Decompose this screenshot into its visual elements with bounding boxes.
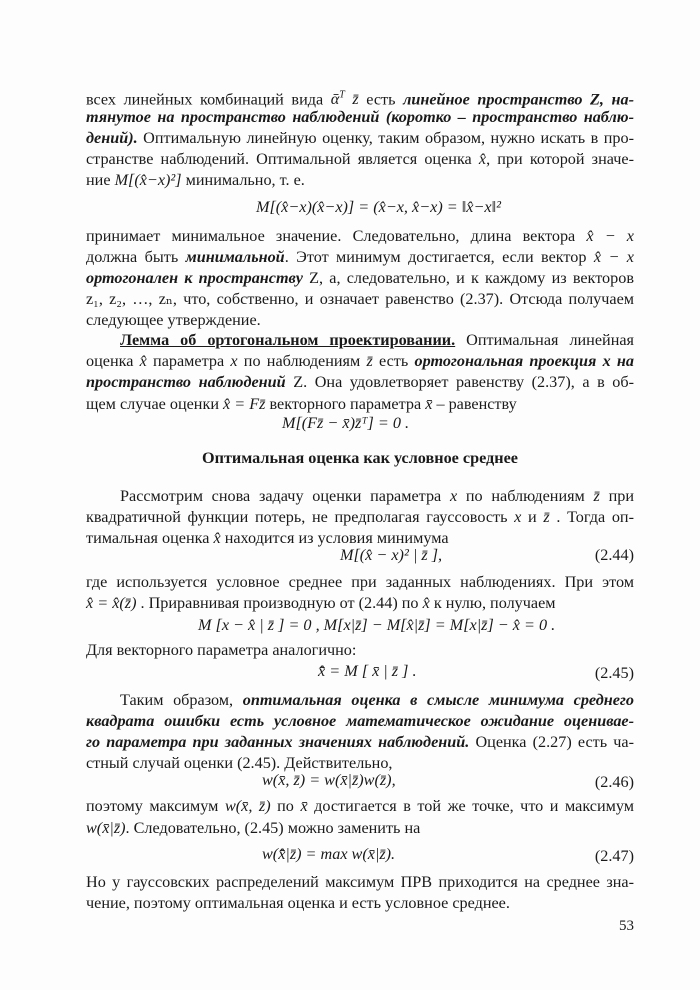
equation-2-46: w(x̄, z̄) = w(x̄|z̄)w(z̄), (262, 771, 396, 789)
text-segment: к нулю, получаем (429, 594, 556, 612)
text-segment: должна быть (86, 248, 186, 266)
math-inline: x̂ (478, 150, 487, 168)
emphasis-text: пространство наблюдений (86, 373, 286, 391)
text-line: следующее утверждение. (86, 311, 261, 329)
text-line (86, 170, 634, 190)
text-line (86, 593, 634, 613)
text-segment: есть (366, 90, 404, 109)
text-segment: – равенству (432, 395, 517, 413)
text-segment: находится из условия минимума (220, 529, 449, 547)
math-inline: x̄ (425, 395, 433, 413)
math-inline: x (449, 487, 458, 505)
equation-2-47: w(x̄̂|z̄) = max w(x̄|z̄). (262, 845, 396, 863)
text-segment: , при которой значе- (486, 150, 634, 168)
page-number: 53 (619, 918, 634, 934)
text-line: стный случай оценки (2.45). Действительно, (86, 754, 393, 772)
emphasis-text: го параметра при заданных значениях наблюдений. (86, 733, 470, 751)
section-heading: Оптимальная оценка как условное среднее (202, 449, 518, 467)
text-segment: по наблюдениям (457, 487, 594, 505)
text-segment: при (599, 487, 634, 505)
emphasis-text: ортогонален к пространству (86, 269, 303, 287)
text-segment: странстве наблюдений. Оптимальной является оценка (86, 150, 479, 168)
text-line: Но у гауссовских распределений максимум ПРВ приходится на среднее зна- (86, 873, 634, 891)
equation-lemma: M[(Fz̄ − x̄)z̄ᵀ] = 0 . (282, 414, 410, 432)
text-segment: есть (372, 352, 415, 370)
math-inline: x (230, 352, 238, 370)
text-segment: Таким образом, (120, 691, 243, 709)
equation-number: (2.47) (594, 847, 634, 865)
math-inline: x̂ (422, 594, 430, 612)
text-segment: тимальная оценка (86, 529, 214, 547)
text-line: z₁, z₂, …, zₙ, что, собственно, и означает равенство (2.37). Отсюда получаем (86, 290, 634, 308)
text-segment: . Тогда оп- (549, 508, 634, 526)
text-segment: . Следовательно, (2.45) можно заменить на (125, 819, 421, 837)
emphasis-text: линейное пространство Z, на- (403, 90, 634, 109)
text-line (86, 394, 634, 414)
math-inline: w(x̄|z̄) (86, 819, 126, 837)
text-line (86, 268, 634, 288)
emphasis-line: тянутое на пространство наблюдений (коротко – пространство наблю- (86, 108, 634, 126)
text-segment: векторного параметра (265, 395, 426, 413)
text-segment: Оптимальную линейную оценку, таким образом, нужно искать в про- (137, 129, 634, 147)
text-segment: Z, а, следовательно, и к каждому из векторов (302, 269, 634, 287)
text-line (120, 690, 634, 710)
text-segment: квадратичной функции потерь, не предполагая гауссовость (86, 508, 515, 526)
text-segment: ние (86, 171, 115, 189)
math-inline: x̂ (213, 529, 221, 547)
text-line (86, 226, 634, 246)
text-segment: всех линейных комбинаций вида (86, 90, 331, 109)
math-inline: x̄ (300, 797, 308, 815)
text-segment: оценка (86, 352, 140, 370)
text-segment: и (521, 508, 544, 526)
math-inline: z̄ (366, 352, 373, 370)
math-inline: x̂ − x (593, 248, 634, 266)
text-segment: щем случае оценки (86, 395, 224, 413)
text-line (120, 486, 634, 506)
math-inline: x̂ = x̂(z̄) (86, 594, 137, 612)
text-line (86, 128, 634, 148)
math-inline: w(x̄, z̄) (224, 797, 271, 815)
text-line (86, 818, 634, 838)
text-segment: поэтому максимум (86, 797, 225, 815)
text-line (86, 372, 634, 392)
equation-2-44: M[(x̂ − x)² | z̄ ], (340, 546, 443, 564)
math-inline: x (514, 508, 522, 526)
text-line (86, 149, 634, 169)
text-segment: минимально, т. е. (181, 171, 305, 189)
text-line (86, 351, 634, 371)
equation-number: (2.44) (594, 546, 634, 564)
lemma-title: Лемма об ортогональном проектировании. (120, 331, 456, 349)
text-segment: Оценка (2.27) есть ча- (469, 733, 635, 751)
math-inline: x̂ (139, 352, 147, 370)
text-segment: параметра (146, 352, 231, 370)
text-line (120, 330, 634, 350)
math-inline: x̂ − x (586, 227, 634, 245)
text-segment: . Приравнивая производную от (2.44) по (136, 594, 423, 612)
math-inline: z̄ (593, 487, 600, 505)
equation-norm: M[(x̂−x)(x̂−x)] = (x̂−x, x̂−x) = ‖x̂−x‖² (256, 198, 501, 216)
emphasis-text: минимальной (185, 248, 285, 266)
equation-number: (2.45) (594, 664, 634, 682)
math-inline: z̄ (543, 508, 550, 526)
text-line (86, 86, 634, 109)
text-segment: . Этот минимум достигается, если вектор (284, 248, 594, 266)
emphasis-text: дений). (86, 129, 138, 147)
text-line: где используется условное среднее при заданных наблюдениях. При этом (86, 573, 634, 591)
equation-number: (2.46) (594, 773, 634, 791)
text-line (86, 796, 634, 816)
emphasis-line: квадрата ошибки есть условное математическое ожидание оценивае- (86, 712, 634, 730)
text-segment: по наблюдениям (237, 352, 367, 370)
emphasis-text: ортогональная проекция x на (414, 352, 634, 370)
text-segment: по (270, 797, 301, 815)
text-line: чение, поэтому оптимальная оценка и есть условное среднее. (86, 894, 510, 912)
text-line: Для векторного параметра аналогично: (86, 641, 357, 659)
text-line (86, 507, 634, 527)
text-segment: достигается в той же точке, что и максимум (307, 797, 634, 815)
text-line (86, 732, 634, 752)
equation-2-45: x̄̂ = M [ x̄ | z̄ ] . (318, 662, 417, 680)
equation-derivative: M [x − x̂ | z̄ ] = 0 , M[x|z̄] − M[x̂|z̄] = M[x|z̄] − x̂ = 0 . (198, 616, 556, 634)
text-segment: принимает минимальное значение. Следовательно, длина вектора (86, 227, 587, 245)
math-inline: x̂ = Fz̄ (223, 395, 266, 413)
text-segment: Z. Она удовлетворяет равенству (2.37), а в об- (285, 373, 634, 391)
text-segment: Оптимальная линейная (455, 331, 634, 349)
math-alpha-transpose: ᾱ$^T$ z̄ (330, 90, 367, 109)
emphasis-text: оптимальная оценка в смысле минимума среднего (242, 691, 634, 709)
math-inline: M[(x̂−x)²] (114, 171, 182, 189)
text-line (86, 247, 634, 267)
text-segment: Рассмотрим снова задачу оценки параметра (120, 487, 450, 505)
